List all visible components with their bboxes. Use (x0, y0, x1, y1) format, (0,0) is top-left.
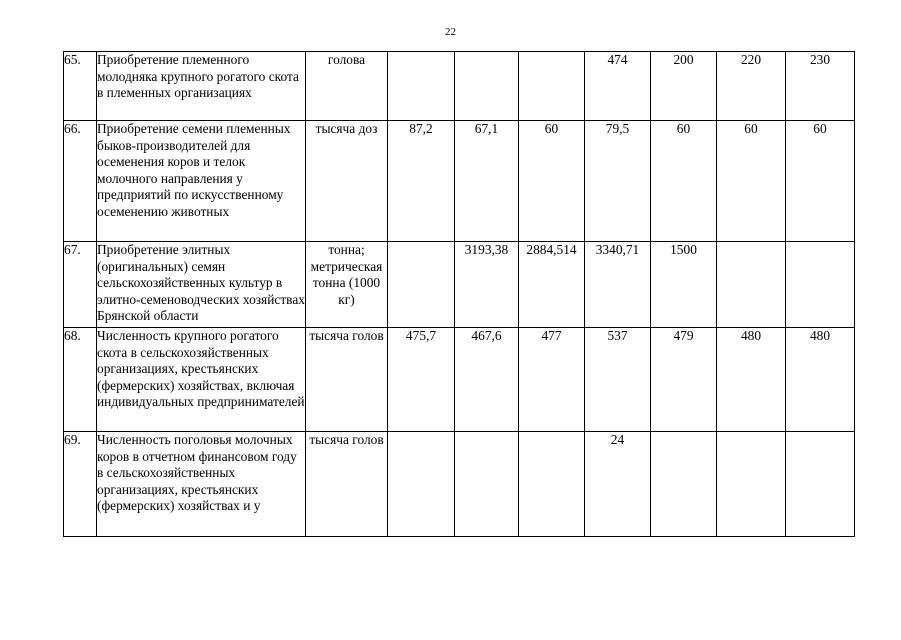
value-cell (786, 242, 855, 328)
value-cell (455, 52, 519, 121)
row-number: 67. (64, 242, 97, 328)
value-cell: 480 (717, 328, 786, 432)
value-cell (455, 432, 519, 537)
table-row (64, 328, 855, 432)
value-cell: 475,7 (388, 328, 455, 432)
row-number: 65. (64, 52, 97, 121)
value-cell: 474 (585, 52, 651, 121)
table-row (64, 121, 855, 242)
unit-cell: тысяча голов (306, 328, 388, 432)
unit-cell: тонна; метрическая тонна (1000 кг) (306, 242, 388, 328)
unit-cell: голова (306, 52, 388, 121)
value-cell: 60 (786, 121, 855, 242)
value-cell: 467,6 (455, 328, 519, 432)
value-cell: 24 (585, 432, 651, 537)
value-cell (388, 52, 455, 121)
value-cell: 60 (519, 121, 585, 242)
value-cell: 60 (651, 121, 717, 242)
indicators-table (63, 51, 855, 537)
value-cell: 87,2 (388, 121, 455, 242)
table-row (64, 242, 855, 328)
value-cell: 2884,514 (519, 242, 585, 328)
value-cell (717, 242, 786, 328)
table-row (64, 432, 855, 537)
indicator-name: Приобретение племенного молодняка крупного рогатого скота в племенных организациях (97, 52, 306, 121)
value-cell: 200 (651, 52, 717, 121)
indicator-name: Приобретение элитных (оригинальных) семян сельскохозяйственных культур в элитно-семеноводческих хозяйствах Брянской области (97, 242, 306, 328)
unit-cell: тысяча доз (306, 121, 388, 242)
value-cell: 67,1 (455, 121, 519, 242)
value-cell (388, 242, 455, 328)
indicator-name: Приобретение семени племенных быков-производителей для осеменения коров и телок молочного направления у предприятий по искусственному осеменению животных (97, 121, 306, 242)
value-cell (388, 432, 455, 537)
value-cell (786, 432, 855, 537)
value-cell: 477 (519, 328, 585, 432)
value-cell: 220 (717, 52, 786, 121)
value-cell (717, 432, 786, 537)
row-number: 66. (64, 121, 97, 242)
value-cell: 480 (786, 328, 855, 432)
value-cell (519, 432, 585, 537)
value-cell: 3193,38 (455, 242, 519, 328)
value-cell (651, 432, 717, 537)
value-cell: 1500 (651, 242, 717, 328)
value-cell: 537 (585, 328, 651, 432)
table-row (64, 52, 855, 121)
value-cell: 60 (717, 121, 786, 242)
value-cell: 79,5 (585, 121, 651, 242)
unit-cell: тысяча голов (306, 432, 388, 537)
row-number: 68. (64, 328, 97, 432)
indicator-name: Численность крупного рогатого скота в сельскохозяйственных организациях, крестьянских (фермерских) хозяйствах, включая индивидуальных предпринимателей (97, 328, 306, 432)
value-cell: 479 (651, 328, 717, 432)
indicator-name: Численность поголовья молочных коров в отчетном финансовом году в сельскохозяйственных организациях, крестьянских (фермерских) хозяйствах и у (97, 432, 306, 537)
row-number: 69. (64, 432, 97, 537)
value-cell (519, 52, 585, 121)
value-cell: 230 (786, 52, 855, 121)
page-number: 22 (445, 26, 456, 38)
value-cell: 3340,71 (585, 242, 651, 328)
